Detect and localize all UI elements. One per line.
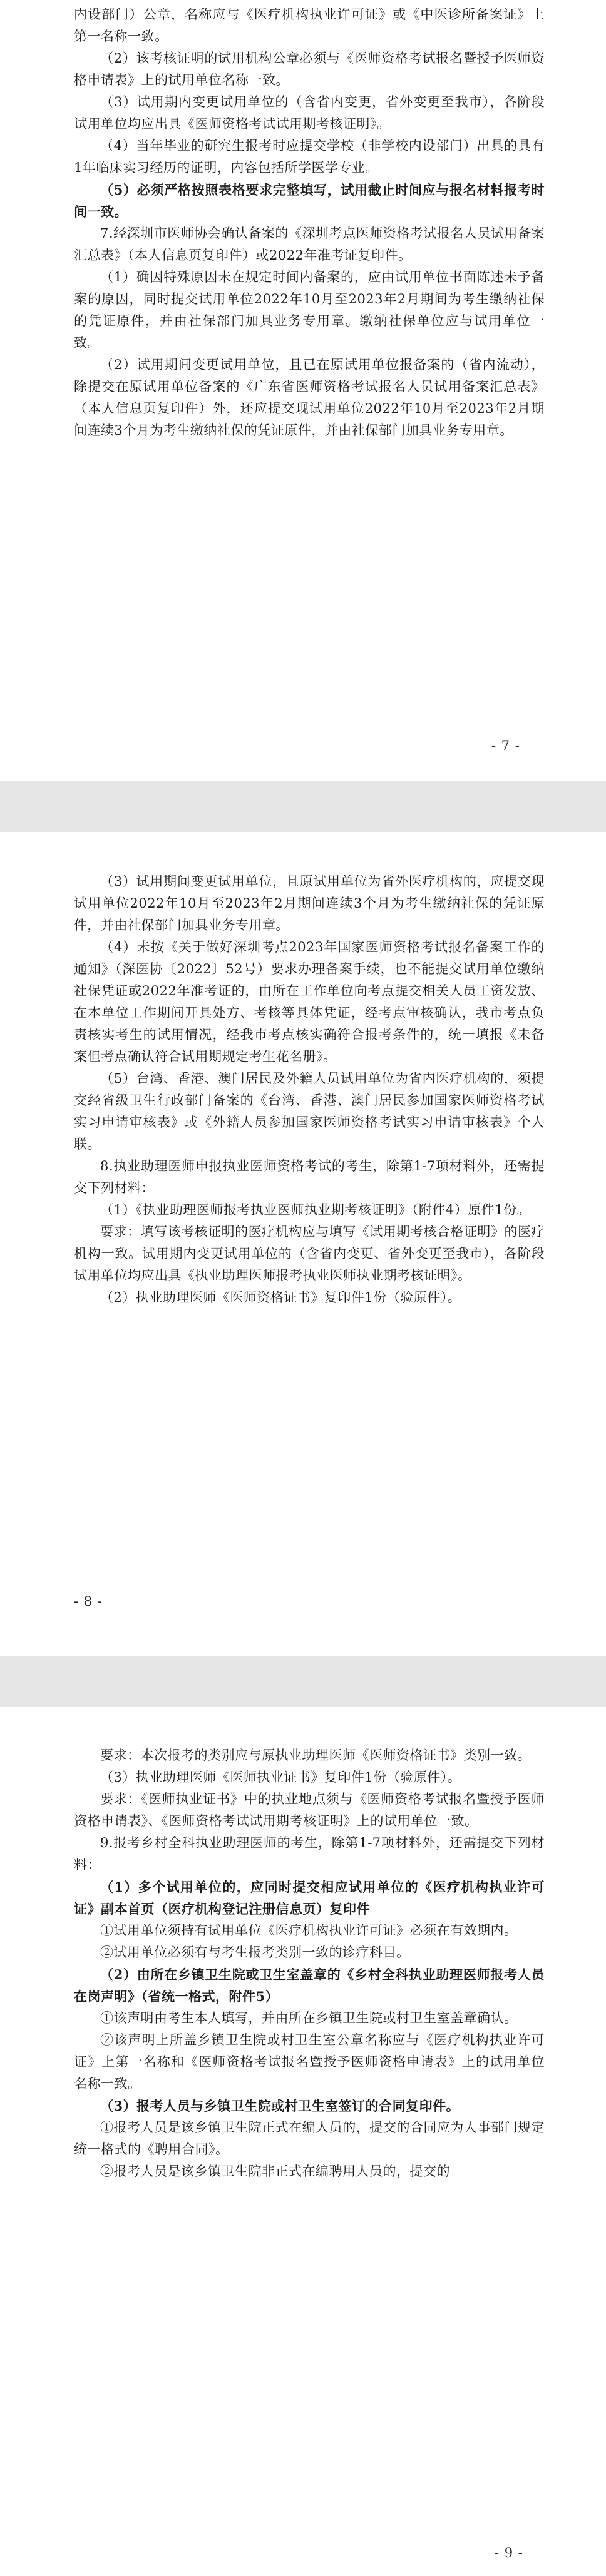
paragraph: （3）试用期内变更试用单位的（含省内变更，省外变更至我市），各阶段试用单位均应出具《医师资格考试试用期考核证明》。 — [74, 94, 545, 131]
paragraph: ②试用单位必须有与考生报考类别一致的诊疗科目。 — [100, 1945, 410, 1960]
page-separator — [0, 1656, 606, 1707]
paragraph: （2）试用期间变更试用单位，且已在原试用单位报备案的（省内流动），除提交在原试用单位备案的《广东省医师资格考试报名人员试用备案汇总表》（本人信息页复印件）外，还应提交现试用单位2022年10月至2023年2月期间连续3个月为考生缴纳社保的凭证原件，并由社保部门加具业务专用章。 — [74, 357, 545, 438]
paragraph: （1）《执业助理医师报考执业医师执业期考核证明》（附件4）原件1份。 — [100, 1202, 531, 1217]
paragraph: ②该声明上所盖乡镇卫生院或村卫生室公章名称应与《医疗机构执业许可证》上第一名称和《医师资格考试报名暨授予医师资格申请表》上的试用单位名称一致。 — [74, 2032, 545, 2091]
paragraph: 要求：填写该考核证明的医疗机构应与填写《试用期考核合格证明》的医疗机构一致。试用期内变更试用单位的（含省内变更、省外变更至我市），各阶段试用单位均应出具《执业助理医师报考执业医师执业期考核证明》。 — [74, 1224, 545, 1283]
paragraph: （4）当年毕业的研究生报考时应提交学校（非学校内设部门）出具的具有1年临床实习经历的证明，内容包括所学医学专业。 — [74, 138, 545, 175]
paragraph-emphasis: （5）必须严格按照表格要求完整填写，试用截止时间应与报名材料报考时间一致。 — [74, 182, 545, 220]
paragraph: （3）试用期间变更试用单位，且原试用单位为省外医疗机构的，应提交现试用单位2022年10月至2023年2月期间连续3个月为考生缴纳社保的凭证原件，并由社保部门加具业务专用章。 — [74, 874, 545, 933]
page-number: - 9 - — [495, 2545, 523, 2560]
paragraph: ①该声明由考生本人填写，并由所在乡镇卫生院或村卫生室盖章确认。 — [100, 2011, 518, 2026]
page-8-body — [74, 871, 545, 1309]
document-page-9 — [0, 1707, 606, 2576]
paragraph: （2）执业助理医师《医师资格证书》复印件1份（验原件）。 — [100, 1290, 461, 1305]
paragraph: ①报考人员是该乡镇卫生院正式在编人员的，提交的合同应为人事部门规定统一格式的《聘用合同》。 — [74, 2120, 545, 2157]
paragraph: 9.报考乡村全科执业助理医师的考生，除第1-7项材料外，还需提交下列材料： — [74, 1835, 545, 1872]
paragraph-emphasis: （1）多个试用单位的，应同时提交相应试用单位的《医疗机构执业许可证》副本首页（医疗机构登记注册信息页）复印件 — [74, 1879, 545, 1917]
paragraph: （4）未按《关于做好深圳考点2023年国家医师资格考试报名备案工作的通知》（深医协〔2022〕52号）要求办理备案手续，也不能提交试用单位缴纳社保凭证或2022年准考证的，由所在工作单位向考点提交相关人员工资发放、在本单位工作期间开具处方、考核等具体凭证，经考点审核确认，我市考点负责核实考生的试用情况，经我市考点核实确符合报考条件的，统一填报《未备案但考点确认符合试用期规定考生花名册》。 — [74, 940, 545, 1064]
paragraph: 要求：本次报考的类别应与原执业助理医师《医师资格证书》类别一致。 — [100, 1748, 531, 1763]
paragraph-emphasis: （2）由所在乡镇卫生院或卫生室盖章的《乡村全科执业助理医师报考人员在岗声明》（省统一格式，附件5） — [74, 1967, 545, 2004]
paragraph: 8.执业助理医师申报执业医师资格考试的考生，除第1-7项材料外，还需提交下列材料： — [74, 1159, 545, 1195]
paragraph: （5）台湾、香港、澳门居民及外籍人员试用单位为省内医疗机构的，须提交经省级卫生行政部门备案的《台湾、香港、澳门居民参加国家医师资格考试实习申请审核表》或《外籍人员参加国家医师资格考试实习申请审核表》个人联。 — [74, 1071, 545, 1152]
paragraph: ②报考人员是该乡镇卫生院非正式在编聘用人员的，提交的 — [100, 2164, 450, 2179]
page-9-body — [74, 1745, 545, 2183]
paragraph: 内设部门）公章，名称应与《医疗机构执业许可证》或《中医诊所备案证》上第一名称一致。 — [74, 7, 545, 44]
paragraph: 要求：《医师执业证书》中的执业地点须与《医师资格考试报名暨授予医师资格申请表》、《医师资格考试试用期考核证明》上的试用单位一致。 — [74, 1792, 545, 1828]
paragraph-emphasis: （3）报考人员与乡镇卫生院或村卫生室签订的合同复印件。 — [100, 2098, 460, 2114]
document-page-7 — [0, 0, 606, 781]
page-separator — [0, 781, 606, 832]
paragraph: ①试用单位须持有试用单位《医疗机构执业许可证》必须在有效期内。 — [100, 1923, 518, 1938]
document-page-8 — [0, 832, 606, 1656]
paragraph: （3）执业助理医师《医师执业证书》复印件1份（验原件）。 — [100, 1770, 461, 1785]
page-number: - 8 - — [74, 1594, 103, 1609]
paragraph: （1）确因特殊原因未在规定时间内备案的，应由试用单位书面陈述未予备案的原因，同时提交试用单位2022年10月至2023年2月期间为考生缴纳社保的凭证原件，并由社保部门加具业务专用章。缴纳社保单位应与试用单位一致。 — [74, 270, 545, 350]
page-number: - 7 - — [491, 738, 520, 753]
paragraph: 7.经深圳市医师协会确认备案的《深圳考点医师资格考试报名人员试用备案汇总表》（本人信息页复印件）或2022年准考证复印件。 — [74, 226, 545, 263]
paragraph: （2）该考核证明的试用机构公章必须与《医师资格考试报名暨授予医师资格申请表》上的试用单位名称一致。 — [74, 51, 545, 88]
page-7-body — [74, 4, 545, 442]
